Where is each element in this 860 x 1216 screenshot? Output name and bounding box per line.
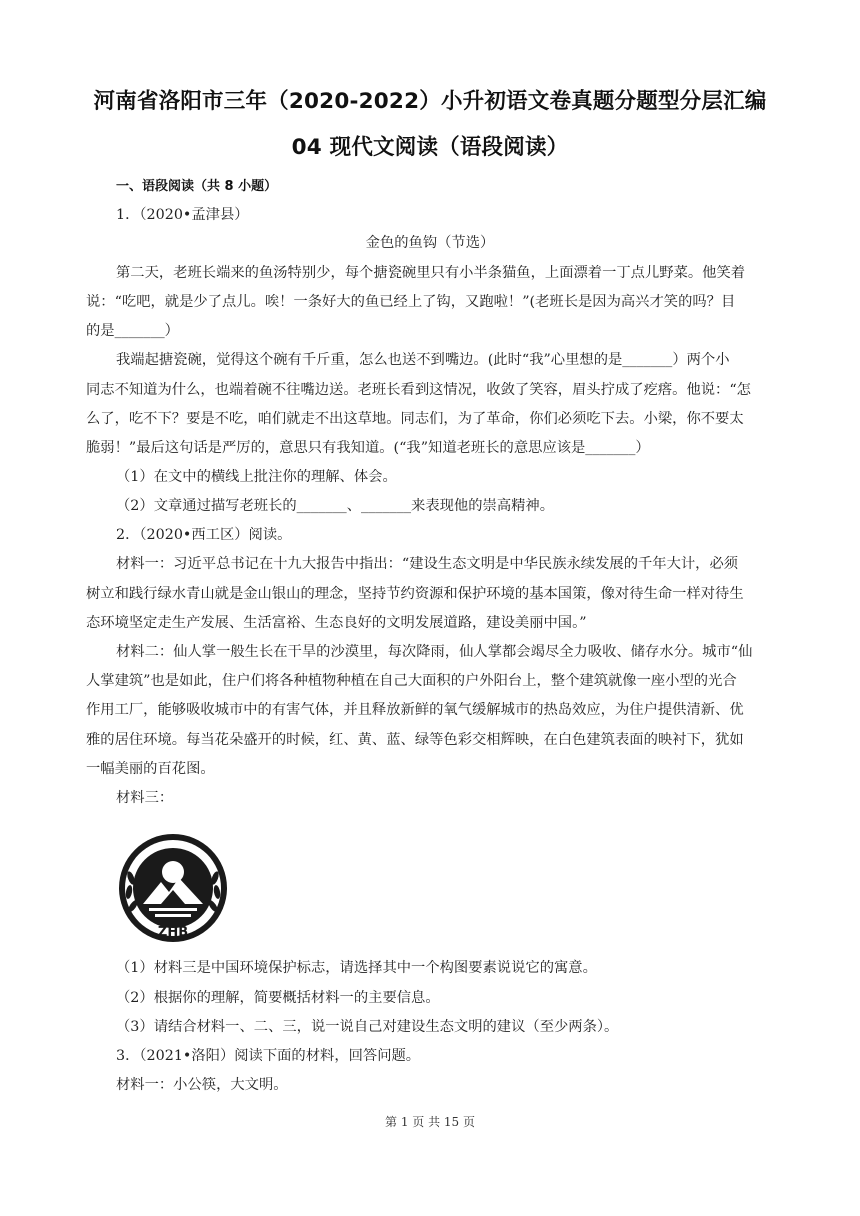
q2-material-line: 作用工厂，能够吸收城市中的有害气体，并且释放新鲜的氧气缓解城市的热岛效应，为住户提供清新、优 bbox=[86, 702, 744, 718]
q1-paragraph-line: 脆弱！”最后这句话是严厉的，意思只有我知道。(“我”知道老班长的意思应该是_______） bbox=[86, 440, 650, 456]
q2-material-line: 态环境坚定走生产发展、生活富裕、生态良好的文明发展道路，建设美丽中国。” bbox=[86, 615, 587, 631]
q1-passage-title: 金色的鱼钩（节选） bbox=[365, 235, 495, 251]
q1-source: 1．（2020•孟津县） bbox=[116, 207, 249, 223]
q1-subquestion-2: （2）文章通过描写老班长的_______、_______来表现他的崇高精神。 bbox=[116, 498, 554, 514]
q3-material-line: 材料一：小公筷，大文明。 bbox=[116, 1077, 288, 1093]
page-footer: 第 1 页 共 15 页 bbox=[385, 1115, 475, 1129]
q2-subquestion-3: （3）请结合材料一、二、三，说一说自己对建设生态文明的建议（至少两条）。 bbox=[116, 1019, 619, 1035]
q1-subquestion-1: （1）在文中的横线上批注你的理解、体会。 bbox=[116, 469, 397, 485]
q1-paragraph-line: 同志不知道为什么，也端着碗不往嘴边送。老班长看到这情况，收敛了笑容，眉头拧成了疙瘩。他说：“怎 bbox=[86, 382, 751, 398]
q2-source: 2．（2020•西工区）阅读。 bbox=[116, 527, 292, 543]
q1-paragraph-line: 么了，吃不下？要是不吃，咱们就走不出这草地。同志们，为了革命，你们必须吃下去。小梁，你不要太 bbox=[86, 411, 744, 427]
q2-material-line: 材料二：仙人掌一般生长在干旱的沙漠里，每次降雨，仙人掌都会竭尽全力吸收、储存水分。城市“仙 bbox=[116, 644, 753, 660]
q2-material-line: 人掌建筑”也是如此，住户们将各种植物种植在自己大面积的户外阳台上，整个建筑就像一座小型的光合 bbox=[86, 673, 737, 689]
q2-subquestion-2: （2）根据你的理解，简要概括材料一的主要信息。 bbox=[116, 990, 440, 1006]
q2-material-line: 雅的居住环境。每当花朵盛开的时候，红、黄、蓝、绿等色彩交相辉映，在白色建筑表面的映衬下，犹如 bbox=[86, 732, 744, 748]
q3-source: 3．（2021•洛阳）阅读下面的材料，回答问题。 bbox=[116, 1048, 421, 1064]
q1-paragraph-line: 我端起搪瓷碗，觉得这个碗有千斤重，怎么也送不到嘴边。(此时“我”心里想的是_______）两个小 bbox=[116, 352, 730, 368]
q2-material-line: 材料一：习近平总书记在十九大报告中指出：“建设生态文明是中华民族永续发展的千年大计，必须 bbox=[116, 556, 739, 572]
document-title-line2: 04 现代文阅读（语段阅读） bbox=[291, 135, 569, 160]
section-heading: 一、语段阅读（共 8 小题） bbox=[116, 179, 278, 194]
q2-material3-label: 材料三： bbox=[116, 790, 174, 806]
document-title-line1: 河南省洛阳市三年（2020-2022）小升初语文卷真题分题型分层汇编 bbox=[93, 89, 767, 114]
q1-paragraph-line: 第二天，老班长端来的鱼汤特别少，每个搪瓷碗里只有小半条猫鱼，上面漂着一丁点儿野菜。他笑着 bbox=[116, 265, 746, 281]
q2-material-line: 树立和践行绿水青山就是金山银山的理念，坚持节约资源和保护环境的基本国策，像对待生命一样对待生 bbox=[86, 586, 744, 602]
q2-subquestion-1: （1）材料三是中国环境保护标志，请选择其中一个构图要素说说它的寓意。 bbox=[116, 960, 597, 976]
q1-paragraph-line: 说：“吃吧，就是少了点儿。唉！一条好大的鱼已经上了钩，又跑啦！”(老班长是因为高兴才笑的吗？目 bbox=[86, 294, 736, 310]
logo-text: ZHB bbox=[157, 925, 189, 940]
environmental-protection-logo-icon bbox=[117, 832, 229, 944]
q2-material-line: 一幅美丽的百花图。 bbox=[86, 761, 215, 777]
q1-paragraph-line: 的是_______） bbox=[86, 323, 179, 339]
